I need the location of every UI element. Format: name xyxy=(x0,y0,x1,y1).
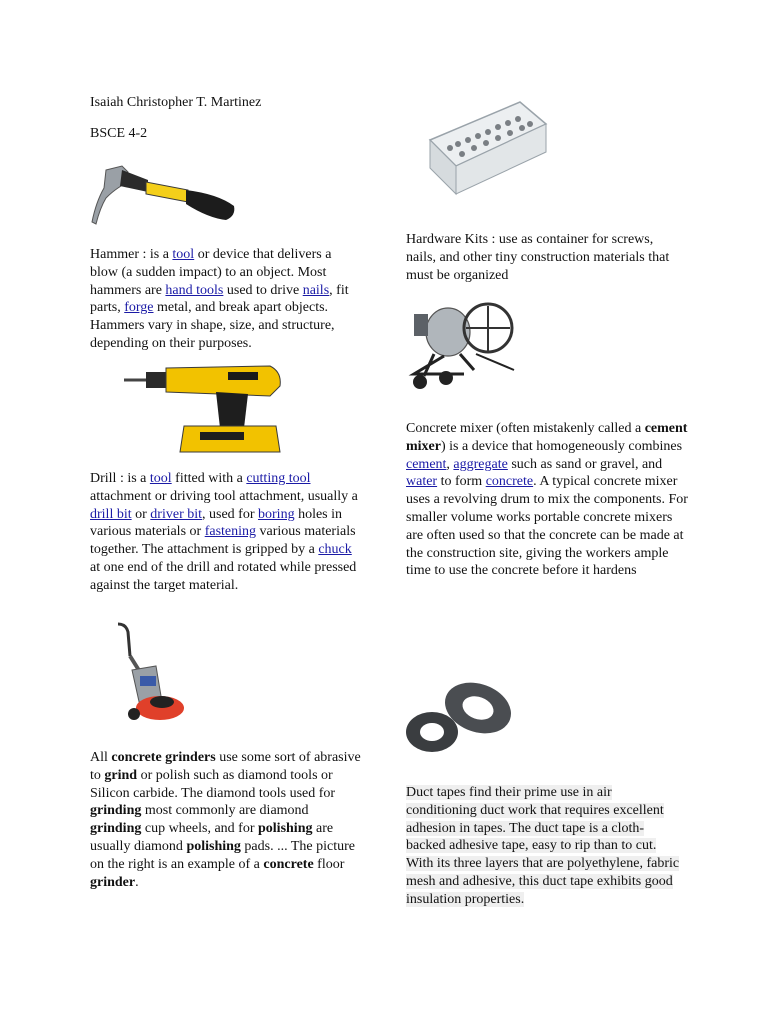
hammer-paragraph: Hammer : is a tool or device that delivers a blow (a sudden impact) to an object. Most hammers are hand tools used to drive nails, fit parts, forge metal, and break apart objects. Hammers vary in shape, size, and structure, depending on their purposes. xyxy=(90,247,349,351)
drill-paragraph: Drill : is a tool fitted with a cutting tool attachment or driving tool attachment, usually a drill bit or driver bit, used for boring holes in various materials or fastening various materials together. The attachment is gripped by a chuck at one end of the drill and rotated while pressed against the target material. xyxy=(90,471,358,593)
link-aggregate[interactable]: aggregate xyxy=(453,456,508,472)
class-section: BSCE 4-2 xyxy=(90,126,148,141)
duct-tape-image xyxy=(402,674,518,758)
concrete-grinder-image xyxy=(106,622,188,726)
author-name: Isaiah Christopher T. Martinez xyxy=(90,95,262,110)
link-fastening[interactable]: fastening xyxy=(204,524,257,540)
link-water[interactable]: water xyxy=(406,474,438,490)
drill-image xyxy=(120,362,286,454)
link-tool-2[interactable]: tool xyxy=(149,471,172,486)
link-chuck[interactable]: chuck xyxy=(318,542,352,558)
link-cement[interactable]: cement xyxy=(406,456,447,472)
hardware-kit-paragraph: Hardware Kits : use as container for screws, nails, and other tiny construction materials that must be organized xyxy=(406,232,670,283)
link-cutting-tool[interactable]: cutting tool xyxy=(246,471,311,486)
link-forge[interactable]: forge xyxy=(124,300,154,316)
link-concrete[interactable]: concrete xyxy=(485,474,534,490)
link-driver-bit[interactable]: driver bit xyxy=(150,506,203,522)
link-hand-tools[interactable]: hand tools xyxy=(165,282,224,298)
bold-cement-mixer: cement mixer xyxy=(406,421,688,454)
hammer-image xyxy=(88,158,238,230)
concrete-mixer-paragraph: Concrete mixer (often mistakenly called a cement mixer) is a device that homogeneously combines cement, aggregate such as sand or gravel, and water to form concrete. A typical concrete mixer uses a revolving drum to mix the components. For smaller volume works portable concrete mixers are often used so that the concrete can be made at the construction site, giving the workers ample time to use the concrete before it hardens xyxy=(406,421,688,579)
link-boring[interactable]: boring xyxy=(258,506,295,522)
concrete-mixer-image xyxy=(404,296,518,398)
link-drill-bit[interactable]: drill bit xyxy=(90,506,132,522)
link-tool[interactable]: tool xyxy=(172,247,195,262)
duct-tape-paragraph: Duct tapes find their prime use in air conditioning duct work that requires excellent adhesion in tapes. The duct tape is a cloth-backed adhesive tape, easy to rip than to cut. With its three layers that are polyethylene, fabric mesh and adhesive, this duct tape exhibits good insulation properties. xyxy=(406,785,680,907)
link-nails[interactable]: nails xyxy=(302,282,330,298)
concrete-grinder-paragraph: All concrete grinders use some sort of abrasive to grind or polish such as diamond tools or Silicon carbide. The diamond tools used for grinding most commonly are diamond grinding cup wheels, and for polishing are usually diamond polishing pads. ... The picture on the right is an example of a concrete floor grinder. xyxy=(90,750,361,890)
hardware-kit-image xyxy=(424,96,550,200)
